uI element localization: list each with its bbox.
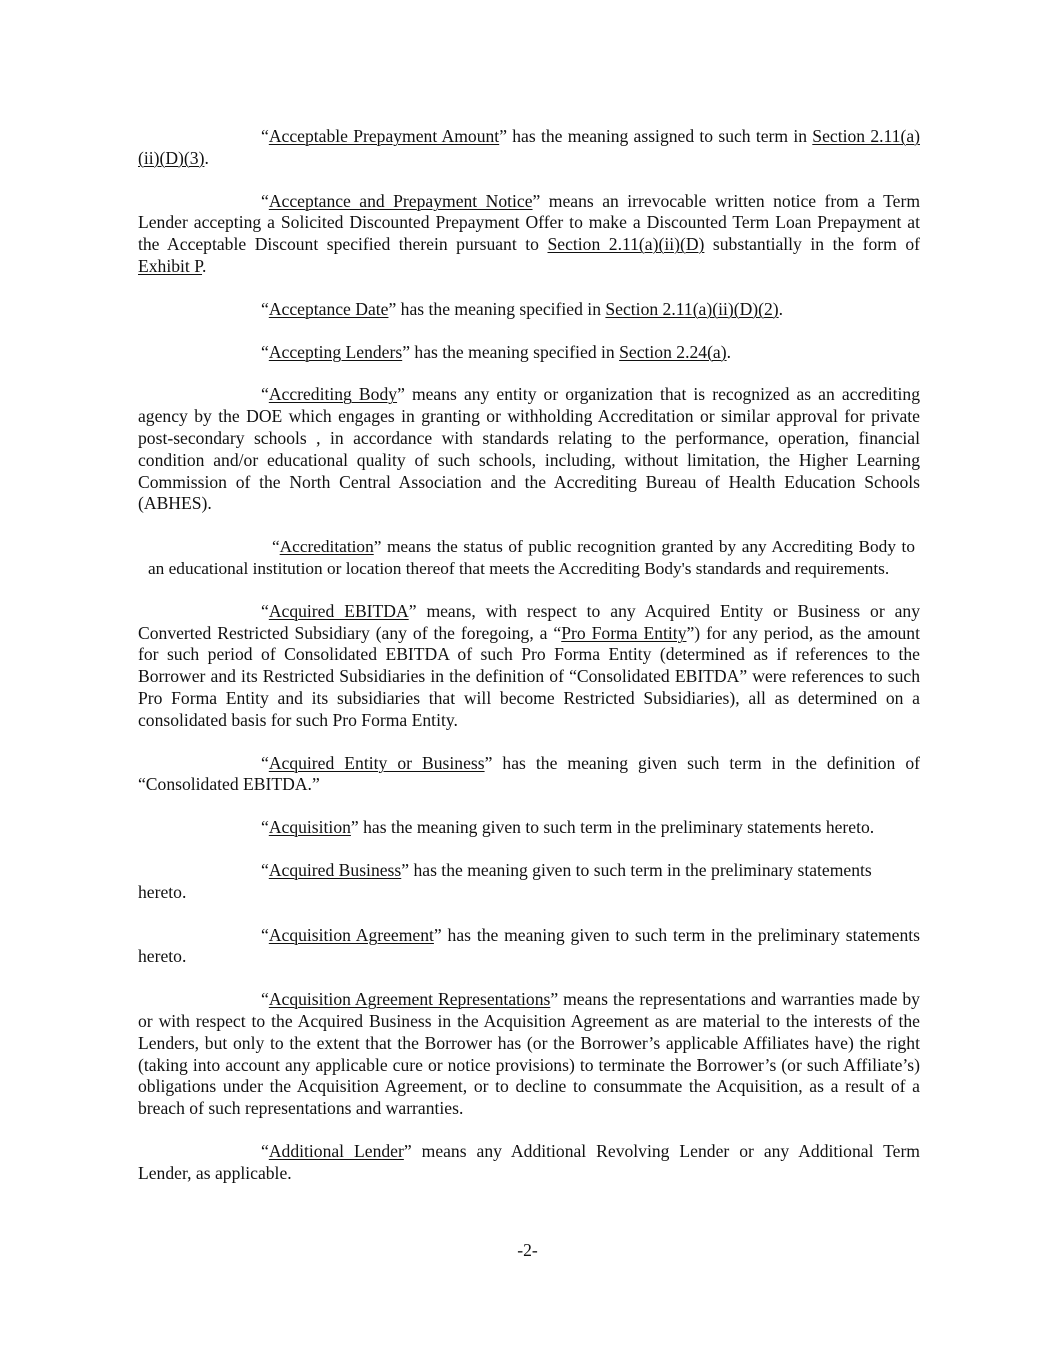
definition-acquired-ebitda: “Acquired EBITDA” means, with respect to any Acquired Entity or Business or any Converted Restricted Subsidiary (any of the foregoing, a “Pro Forma Entity”) for any period, as the amount for such period of Consolidated EBITDA of such Pro Forma Entity (determined as if references to the Borrower and its Restricted Subsidiaries in the definition of “Consolidated EBITDA” were references to such Pro Forma Entity and its subsidiaries that will become Restricted Subsidiaries), all as determined on a consolidated basis for such Pro Forma Entity.: [138, 600, 921, 730]
page-number: -2-: [517, 1240, 538, 1260]
defined-term: Acceptance and Prepayment Notice: [268, 190, 533, 211]
definition-additional-lender: “Additional Lender” means any Additional Revolving Lender or any Additional Term Lender, as applicable.: [138, 1140, 920, 1183]
definition-acceptance-date: “Acceptance Date” has the meaning specified in Section 2.11(a)(ii)(D)(2).: [261, 298, 784, 319]
definition-text: has the meaning given to such term in the preliminary statements hereto.: [138, 924, 920, 967]
defined-term: Acquired Entity or Business: [268, 752, 485, 773]
definition-text: .: [202, 255, 207, 276]
definition-text: has the meaning given such term in the definition of “Consolidated EBITDA.”: [138, 752, 920, 795]
defined-term: Acquired EBITDA: [268, 600, 409, 621]
definition-accreditation: “Accreditation” means the status of public recognition granted by any Accrediting Body to an educational institution or location thereof that meets the Accrediting Body's standards and requirements.: [148, 537, 915, 578]
definition-text: hereto.: [138, 881, 187, 902]
section-reference: Section 2.11(a)(ii)(D)(3): [138, 126, 920, 168]
definition-acquisition-agreement-representations: “Acquisition Agreement Representations” means the representations and warranties made by or with respect to the Acquired Business in the Acquisition Agreement as are material to the interests of the Lenders, but only to the extent that the Borrower has (or the Borrower’s applicable Affiliates have) the right (taking into account any applicable cure or notice provisions) to terminate the Borrower’s (or such Affiliate’s) obligations under the Acquisition Agreement, or to decline to consummate the Acquisition, as a result of a breach of such representations and warranties.: [138, 989, 920, 1119]
definition-text: means any Additional Revolving Lender or any Additional Term Lender, as applicable.: [138, 1140, 920, 1183]
section-reference: Section 2.11(a)(ii)(D): [547, 234, 705, 255]
definition-accrediting-body: “Accrediting Body” means any entity or organization that is recognized as an accrediting agency by the DOE which engages in granting or withholding Accreditation or similar approval for private post-secondary schools , in accordance with standards relating to the performance, operation, financial condition and/or educational quality of such schools, including, without limitation, the Higher Learning Commission of the North Central Association and the Accrediting Bureau of Health Education Schools (ABHES).: [138, 384, 920, 514]
definition-text: has the meaning given to such term in the preliminary statements hereto.: [358, 817, 875, 838]
definition-acceptable-prepayment-amount: “Acceptable Prepayment Amount” has the meaning assigned to such term in Section 2.11(a)(ii)(D)(3).: [138, 126, 920, 168]
defined-term-inline: Pro Forma Entity: [561, 622, 687, 643]
defined-term: Acquisition Agreement: [268, 924, 434, 945]
definition-text: means the status of public recognition granted by any Accrediting Body to an educational institution or location thereof that meets the Accrediting Body's standards and requirements.: [148, 537, 915, 578]
defined-term: Accepting Lenders: [268, 341, 403, 362]
defined-term: Acceptance Date: [268, 298, 389, 319]
defined-term: Acquired Business: [268, 859, 402, 880]
definition-acquisition-agreement: “Acquisition Agreement” has the meaning given to such term in the preliminary statements hereto.: [138, 924, 920, 967]
definition-text: means the representations and warranties made by or with respect to the Acquired Business in the Acquisition Agreement as are material to the interests of the Lenders, but only to the extent that the Borrower has (or the Borrower’s applicable Affiliates have) the right (taking into account any applicable cure or notice provisions) to terminate the Borrower’s (or such Affiliate’s) obligations under the Acquisition Agreement, or to decline to consummate the Acquisition, as a result of a breach of such representations and warranties.: [138, 989, 920, 1119]
definition-acquired-business: “Acquired Business” has the meaning given to such term in the preliminary statements hereto.: [138, 859, 872, 902]
defined-term: Acquisition Agreement Representations: [268, 989, 551, 1010]
definition-acquisition: “Acquisition” has the meaning given to such term in the preliminary statements hereto.: [261, 817, 875, 838]
document-page: [138, 126, 920, 1205]
definition-text: has the meaning assigned to such term in: [507, 126, 813, 146]
definition-text: ”) for any period, as the amount for such period of Consolidated EBITDA of such Pro Forma Entity (determined as if references to the Borrower and its Restricted Subsidiaries in the definition of “Consolidated EBITDA” were references to such Pro Forma Entity and its subsidiaries that will become Restricted Subsidiaries), all as determined on a consolidated basis for such Pro Forma Entity.: [138, 622, 920, 730]
definition-text: means any entity or organization that is recognized as an accrediting agency by the DOE which engages in granting or withholding Accreditation or similar approval for private post-secondary schools , in accordance with standards relating to the performance, operation, financial condition and/or educational quality of such schools, including, without limitation, the Higher Learning Commission of the North Central Association and the Accrediting Bureau of Health Education Schools (ABHES).: [138, 384, 920, 514]
definition-acquired-entity-or-business: “Acquired Entity or Business” has the meaning given such term in the definition of “Consolidated EBITDA.”: [138, 752, 920, 795]
definition-text: means, with respect to any Acquired Entity or Business or any Converted Restricted Subsidiary (any of the foregoing, a “: [138, 600, 921, 643]
definition-text: substantially in the form of: [704, 234, 920, 255]
defined-term: Acquisition: [268, 817, 351, 838]
defined-term: Acceptable Prepayment Amount: [268, 126, 500, 146]
section-reference: Section 2.11(a)(ii)(D)(2): [605, 298, 779, 319]
definition-text: .: [778, 298, 784, 319]
definition-text: .: [204, 147, 209, 168]
definition-accepting-lenders: “Accepting Lenders” has the meaning specified in Section 2.24(a).: [261, 341, 732, 362]
defined-term: Additional Lender: [268, 1140, 404, 1161]
definition-acceptance-and-prepayment-notice: “Acceptance and Prepayment Notice” means an irrevocable written notice from a Term Lender accepting a Solicited Discounted Prepayment Offer to make a Discounted Term Loan Prepayment at the Acceptable Discount specified therein pursuant to Section 2.11(a)(ii)(D) substantially in the form of Exhibit P.: [138, 190, 921, 276]
defined-term: Accrediting Body: [268, 384, 398, 405]
definition-text: has the meaning specified in: [396, 298, 606, 319]
definition-text: means an irrevocable written notice from a Term Lender accepting a Solicited Discounted Prepayment Offer to make a Discounted Term Loan Prepayment at the Acceptable Discount specified therein pursuant to: [138, 190, 921, 255]
definition-text: .: [726, 341, 732, 362]
exhibit-reference: Exhibit P: [138, 255, 203, 276]
defined-term: Accreditation: [279, 537, 374, 557]
section-reference: Section 2.24(a): [619, 341, 727, 362]
definition-text: has the meaning specified in: [410, 341, 620, 362]
definition-text: has the meaning given to such term in the preliminary statements: [409, 859, 872, 880]
